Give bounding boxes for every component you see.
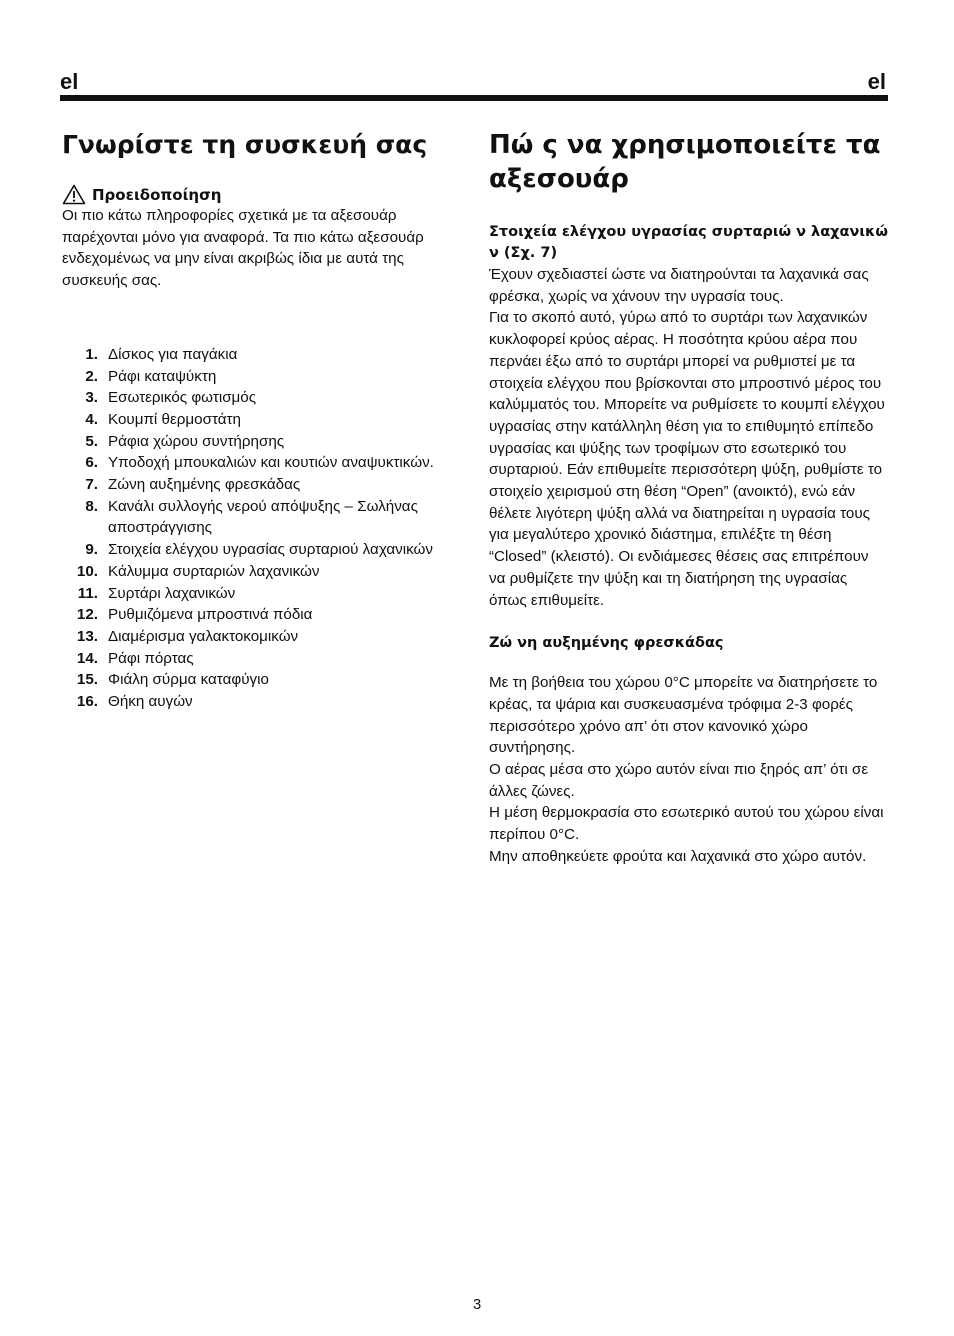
parts-list-item [62,604,467,626]
parts-list-item [62,583,467,605]
parts-item-text: Κανάλι συλλογής νερού απόψυξης – Σωλήνας αποστράγγισης [108,497,418,537]
warning-text: Οι πιο κάτω πληροφορίες σχετικά με τα αξεσουάρ παρέχονται μόνο για αναφορά. Τα πιο κάτω αξεσουάρ ενδεχομένως να μην είναι ακριβώς ίδια με αυτά της συσκευής σας. [62,207,424,290]
parts-list-item [62,648,467,670]
parts-list [62,344,467,713]
right-column [489,128,889,868]
parts-list-item [62,387,467,409]
parts-item-number: 11. [77,584,98,602]
parts-list-item [62,452,467,474]
right-section-title: Πώ ς να χρησιμοποιείτε τα αξεσουάρ [489,130,881,194]
parts-item-number: 5. [85,432,98,450]
parts-item-text: Φιάλη σύρμα καταφύγιο [108,671,269,689]
language-code-left: el [60,69,79,94]
parts-item-text: Ράφι καταψύκτη [108,367,217,385]
parts-list-item [62,691,467,713]
fresh-zone-heading: Ζώ νη αυξημένης φρεσκάδας [489,635,724,652]
language-code-right: el [867,69,886,94]
left-section-title: Γνωρίστε τη συσκευή σας [62,130,428,159]
parts-item-number: 1. [85,345,98,363]
parts-item-text: Ράφι πόρτας [108,649,194,667]
parts-list-item [62,669,467,691]
parts-list-item [62,366,467,388]
parts-item-number: 9. [85,541,98,559]
page-number: 3 [472,1296,482,1313]
parts-item-number: 12. [76,606,98,624]
parts-item-number: 2. [85,367,98,385]
parts-item-number: 3. [85,389,98,407]
parts-item-text: Ζώνη αυξημένης φρεσκάδας [108,476,301,494]
parts-item-text: Υποδοχή μπουκαλιών και κουτιών αναψυκτικών. [108,454,434,472]
parts-item-number: 13. [76,627,98,645]
humidity-control-text: Έχουν σχεδιαστεί ώστε να διατηρούνται τα λαχανικά σας φρέσκα, χωρίς να χάνουν την υγρασία τους. Για το σκοπό αυτό, γύρω από το συρτάρι των λαχανικών κυκλοφορεί κρύος αέρας. Η ποσότητα κρύου αέρα που περνάει έξω από το συρτάρι μπορεί να ρυθμιστεί με τα στοιχεία ελέγχου που βρίσκονται στο μπροστινό μέρος του καλύμματός του. Μπορείτε να ρυθμίσετε το κουμπί ελέγχου υγρασίας στην κατάλληλη θέση για το επιθυμητό επίπεδο υγρασίας και ψύξης των τροφίμων στο εσωτερικό του συρταριού. Εάν επιθυμείτε περισσότερη ψύξη, ρυθμίστε το στοιχείο χειρισμού στη θέση “Open” (ανοικτό), ενώ εάν θέλετε λιγότερη ψύξη αλλά να διατηρείται η υγρασία τους για μεγαλύτερο χρονικό διάστημα, επιλέξτε τη θέση “Closed” (κλειστό). Οι ενδιάμεσες θέσεις σας επιτρέπουν να ρυθμίζετε την ψύξη και τη διατήρηση της υγρασίας όπως επιθυμείτε. [489,266,885,609]
parts-list-item [62,626,467,648]
parts-item-number: 8. [85,497,98,515]
parts-item-number: 6. [85,454,98,472]
parts-item-number: 14. [76,649,98,667]
parts-item-text: Θήκη αυγών [108,693,193,711]
parts-item-text: Στοιχεία ελέγχου υγρασίας συρταριού λαχανικών [108,541,434,559]
parts-item-text: Κάλυμμα συρταριών λαχανικών [108,562,320,580]
parts-item-text: Κουμπί θερμοστάτη [108,410,241,428]
parts-item-text: Ρυθμιζόμενα μπροστινά πόδια [108,606,313,624]
warning-label: Προειδοποίηση [92,185,222,204]
parts-list-item [62,474,467,496]
parts-item-text: Ράφια χώρου συντήρησης [108,432,285,450]
parts-item-text: Δίσκος για παγάκια [108,345,238,363]
parts-list-item [62,409,467,431]
parts-list-item [62,561,467,583]
header-rule [60,95,888,101]
parts-item-text: Εσωτερικός φωτισμός [108,389,257,407]
parts-item-number: 16. [76,693,98,711]
parts-list-item [62,496,467,539]
left-column [62,128,467,713]
parts-item-text: Διαμέρισμα γαλακτοκομικών [108,627,299,645]
warning-triangle-icon [62,184,86,205]
parts-item-number: 15. [76,671,98,689]
warning-heading [62,184,467,205]
parts-list-item [62,431,467,453]
parts-item-number: 7. [85,476,98,494]
parts-list-item [62,344,467,366]
humidity-control-heading: Στοιχεία ελέγχου υγρασίας συρταριώ ν λαχανικώ ν (Σχ. 7) [489,224,888,261]
parts-item-number: 4. [85,410,98,428]
parts-list-item [62,539,467,561]
parts-item-number: 10. [76,562,98,580]
fresh-zone-text: Με τη βοήθεια του χώρου 0°C μπορείτε να διατηρήσετε το κρέας, τα ψάρια και συσκευασμένα τρόφιμα 2-3 φορές περισσότερο χρόνο απ’ ότι στον κανονικό χώρο συντήρησης. Ο αέρας μέσα στο χώρο αυτόν είναι πιο ξηρός απ’ ότι σε άλλες ζώνες. Η μέση θερμοκρασία στο εσωτερικό αυτού του χώρου είναι περίπου 0°C. Μην αποθηκεύετε φρούτα και λαχανικά στο χώρο αυτόν. [489,674,884,865]
parts-item-text: Συρτάρι λαχανικών [108,584,236,602]
